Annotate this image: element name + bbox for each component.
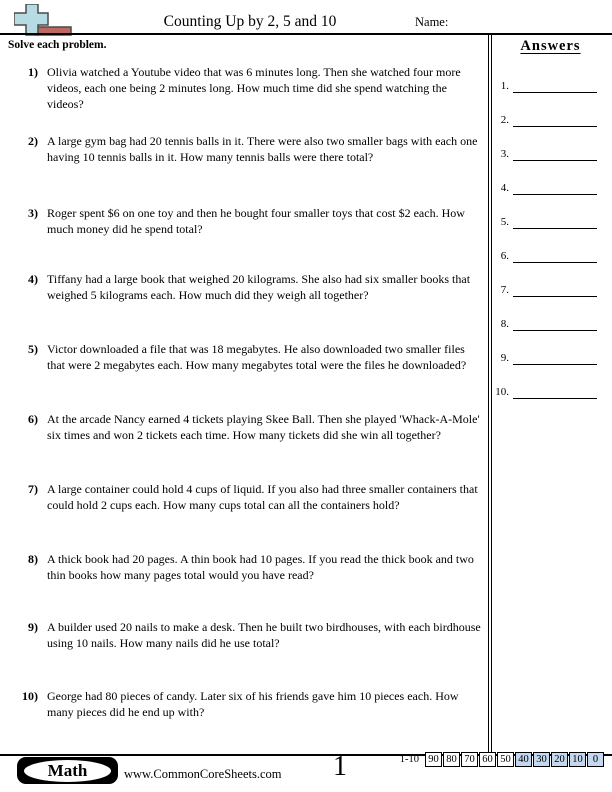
score-cell: 90	[425, 752, 442, 767]
answer-number: 3.	[500, 148, 509, 160]
answer-blank[interactable]	[513, 330, 597, 331]
page-number: 1	[333, 751, 347, 782]
score-cell: 80	[443, 752, 460, 767]
score-cell: 40	[515, 752, 532, 767]
answer-blank[interactable]	[513, 398, 597, 399]
score-cell: 70	[461, 752, 478, 767]
problem-item	[14, 271, 484, 303]
subject-label: Math	[47, 761, 88, 780]
answer-blank[interactable]	[513, 228, 597, 229]
problem-number: 4)	[28, 272, 38, 286]
problem-text: Tiffany had a large book that weighed 20 kilograms. She also had six smaller books that weighed 5 kilograms each. How much did they weigh all together?	[47, 272, 471, 302]
problem-number: 6)	[28, 412, 38, 426]
answer-row	[489, 349, 607, 365]
answer-number: 4.	[500, 182, 509, 194]
problem-number: 7)	[28, 482, 38, 496]
problem-number: 2)	[28, 134, 38, 148]
answer-number: 10.	[495, 386, 509, 398]
problem-number: 9)	[28, 620, 38, 634]
problem-number: 10)	[22, 689, 38, 703]
answer-row	[489, 383, 607, 399]
answer-row	[489, 145, 607, 161]
answer-row	[489, 111, 607, 127]
score-cell: 50	[497, 752, 514, 767]
answer-row	[489, 77, 607, 93]
problem-item	[14, 205, 484, 237]
problem-number: 8)	[28, 552, 38, 566]
answers-heading: Answers	[520, 38, 581, 54]
header-rule[interactable]	[0, 33, 612, 35]
website-url[interactable]: www.CommonCoreSheets.com	[124, 767, 282, 781]
problem-text: Roger spent $6 on one toy and then he bought four smaller toys that cost $2 each. How much money did he spend total?	[47, 206, 465, 236]
answer-row	[489, 213, 607, 229]
answer-number: 7.	[500, 284, 509, 296]
answer-number: 8.	[500, 318, 509, 330]
problem-number: 1)	[28, 65, 38, 79]
problem-number: 5)	[28, 342, 38, 356]
problem-text: A thick book had 20 pages. A thin book had 10 pages. If you read the thick book and two thin books how many pages total would you have read?	[47, 552, 474, 582]
score-cell: 20	[551, 752, 568, 767]
problem-item	[14, 688, 484, 720]
answer-blank[interactable]	[513, 160, 597, 161]
subject-badge	[17, 757, 118, 784]
answer-number: 1.	[500, 80, 509, 92]
name-label: Name:	[415, 15, 449, 29]
answer-row	[489, 281, 607, 297]
answer-number: 5.	[500, 216, 509, 228]
score-cell: 10	[569, 752, 586, 767]
answer-blank[interactable]	[513, 194, 597, 195]
problem-text: Victor downloaded a file that was 18 megabytes. He also downloaded two smaller files that were 2 megabytes each. How many megabytes total were the files he downloaded?	[47, 342, 467, 372]
problem-number: 3)	[28, 206, 38, 220]
answer-row	[489, 179, 607, 195]
problem-text: A large container could hold 4 cups of liquid. If you also had three smaller containers that could hold 2 cups each. How many cups total can all the containers hold?	[47, 482, 478, 512]
answer-number: 2.	[500, 114, 509, 126]
score-cell: 60	[479, 752, 496, 767]
answer-blank[interactable]	[513, 364, 597, 365]
problem-item	[14, 551, 484, 583]
answer-number: 9.	[500, 352, 509, 364]
problem-text: Olivia watched a Youtube video that was 6 minutes long. Then she watched four more videos, each one being 2 minutes long. How much time did she spend watching the videos?	[47, 65, 461, 111]
problem-item	[14, 481, 484, 513]
answer-blank[interactable]	[513, 262, 597, 263]
problem-item	[14, 619, 484, 651]
answer-blank[interactable]	[513, 126, 597, 127]
subject-badge-oval	[24, 760, 111, 782]
answer-row	[489, 247, 607, 263]
problem-text: A builder used 20 nails to make a desk. Then he built two birdhouses, with each birdhouse using 10 nails. How many nails did he use total?	[47, 620, 481, 650]
instruction-text: Solve each problem.	[8, 39, 107, 51]
answer-number: 6.	[500, 250, 509, 262]
answer-blank[interactable]	[513, 92, 597, 93]
plus-block-logo-icon	[14, 4, 74, 36]
problem-text: At the arcade Nancy earned 4 tickets playing Skee Ball. Then she played 'Whack-A-Mole' six times and won 2 tickets each time. How many tickets did she win all together?	[47, 412, 480, 442]
worksheet-title: Counting Up by 2, 5 and 10	[163, 13, 337, 30]
problem-text: A large gym bag had 20 tennis balls in it. There were also two smaller bags with each one having 10 tennis balls in it. How many tennis balls were there total?	[47, 134, 478, 164]
answer-blank[interactable]	[513, 296, 597, 297]
score-cell: 0	[587, 752, 604, 767]
problem-item	[14, 133, 484, 165]
problem-item	[14, 411, 484, 443]
problem-text: George had 80 pieces of candy. Later six of his friends gave him 10 pieces each. How many pieces did he end up with?	[47, 689, 459, 719]
answer-row	[489, 315, 607, 331]
score-cell: 30	[533, 752, 550, 767]
score-table	[400, 752, 604, 767]
problem-item	[14, 341, 484, 373]
problem-item	[14, 64, 484, 112]
score-range-label: 1-10	[399, 754, 419, 765]
